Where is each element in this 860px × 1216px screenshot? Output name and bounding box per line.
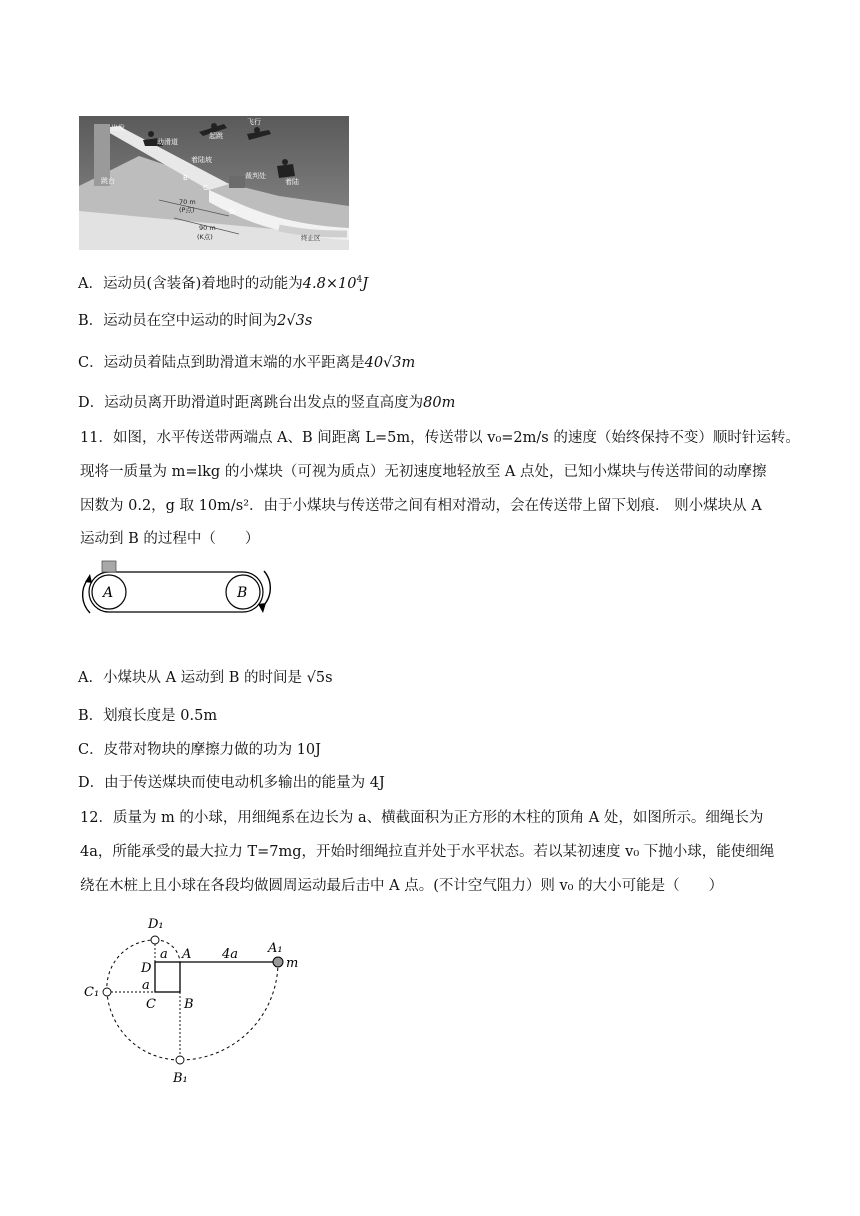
label-start: 出发 [111,124,125,132]
label-p-point: (P点) [179,206,195,214]
coal-block [102,561,116,572]
label-c: C [203,184,208,192]
label-judge: 裁判处 [245,172,266,180]
label-landing: 着陆 [285,178,299,186]
label-runway: 助滑道 [157,138,178,146]
q12-stem-line-1: 12．质量为 m 的小球，用细绳系在边长为 a、横截面积为正方形的木柱的顶角 A 处，如图所示。细绳长为 [80,810,764,826]
label-platform: 跳台 [101,177,115,185]
label-a1: A₁ [268,941,283,956]
q11-option-c: C．皮带对物块的摩擦力做的功为 10J [78,742,321,758]
q11-option-a: A．小煤块从 A 运动到 B 的时间是 √5s [78,670,333,686]
q11-option-d: D．由于传送煤块而使电动机多输出的能量为 4J [78,775,385,791]
label-a: A [182,947,192,962]
label-landing-slope: 着陆坡 [191,156,212,164]
label-c1: C₁ [84,985,100,1000]
label-a-left: a [142,978,150,993]
label-stop-zone: 终止区 [301,234,321,242]
q12-stem-line-2: 4a，所能承受的最大拉力 T=7mg，开始时细绳拉直并处于水平状态。若以某初速度 v₀ 下抛小球，能使细绳 [80,844,775,860]
q11-stem-line-1: 11．如图，水平传送带两端点 A、B 间距离 L=5m，传送带以 v₀=2m/s 的速度（始终保持不变）顺时针运转。 [80,430,800,446]
label-takeoff: 起跳 [209,132,223,140]
label-p-dist: 70 m [179,198,196,206]
label-4a: 4a [222,947,239,962]
label-b: B [237,585,248,601]
label-d1: D₁ [148,917,164,932]
pillar [155,962,180,992]
conveyor-belt-figure [76,557,276,623]
label-d: D [229,208,235,216]
q11-stem-line-2: 现将一质量为 m=lkg 的小煤块（可视为质点）无初速度地轻放至 A 点处，已知小煤块与传送带间的动摩擦 [80,464,767,480]
q10-option-a: A．运动员(含装备)着地时的动能为$4.8\times 10^4J$ [78,275,369,292]
label-flight: 飞行 [247,118,261,126]
label-k-point: (K点) [197,233,213,241]
q10-option-c: C．运动员着陆点到助滑道末端的水平距离是40√3m [78,355,416,371]
ball [273,957,283,967]
label-b: B [183,174,188,182]
q11-option-b: B．划痕长度是 0.5m [78,708,218,724]
label-d: D [141,961,152,976]
label-a-top: a [160,947,168,962]
label-b1: B₁ [173,1071,188,1086]
q10-option-d: D．运动员离开助滑道时距离跳台出发点的竖直高度为80m [78,395,456,411]
label-a: A [103,585,114,601]
label-k-dist: 90 m [199,224,216,232]
pillar-rope-figure [80,912,316,1096]
q12-stem-line-3: 绕在木桩上且小球在各段均做圆周运动最后击中 A 点。(不计空气阻力）则 v₀ 的大小可能是（ ） [80,878,724,894]
q11-stem-line-3: 因数为 0.2，g 取 10m/s²．由于小煤块与传送带之间有相对滑动，会在传送带上留下划痕． 则小煤块从 A [80,498,762,514]
ski-jump-photo [79,116,349,250]
q10-option-b: B．运动员在空中运动的时间为2√3s [78,313,313,329]
label-c: C [146,997,156,1012]
q11-stem-line-4: 运动到 B 的过程中（ ） [80,531,260,547]
label-b: B [184,997,194,1012]
label-m: m [286,956,299,971]
